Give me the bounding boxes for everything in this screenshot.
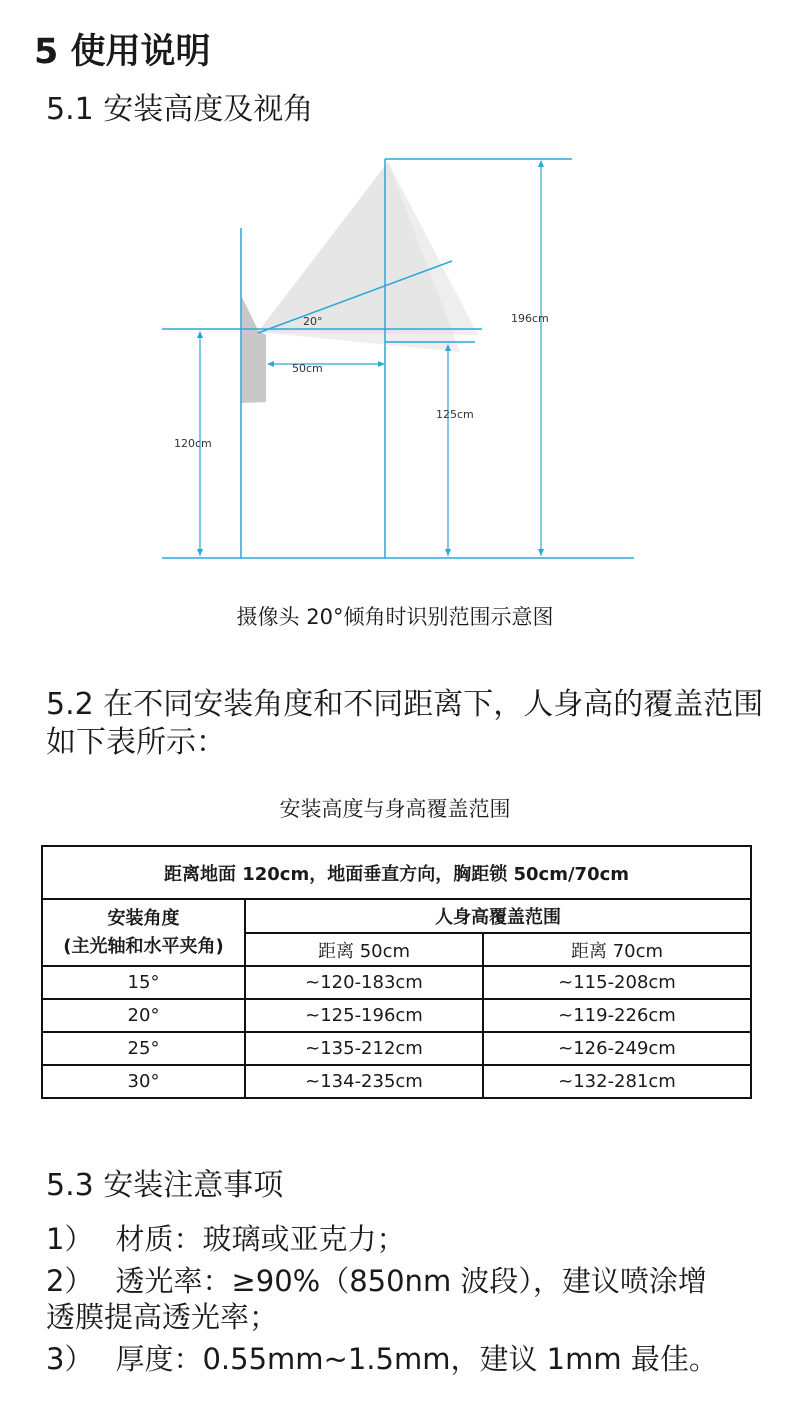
angle-cell: 20°: [42, 999, 245, 1032]
table-row: [42, 999, 751, 1032]
camera-device: [241, 295, 266, 403]
note-number: 3）: [46, 1342, 94, 1376]
angle-header-line1: 安装角度: [107, 907, 180, 929]
note-text: 透光率：≥90%（850nm 波段），建议喷涂增: [115, 1264, 707, 1298]
range-50-cell: ~135-212cm: [245, 1032, 483, 1065]
range-50-cell: ~120-183cm: [245, 966, 483, 999]
angle-cell: 25°: [42, 1032, 245, 1065]
table-caption: 安装高度与身高覆盖范围: [279, 797, 511, 821]
note-item-1: [46, 1220, 405, 1258]
range-70-cell: ~132-281cm: [483, 1065, 751, 1098]
section-heading-5-1: 5.1 安装高度及视角: [46, 92, 314, 127]
angle-header-line2: (主光轴和水平夹角): [63, 935, 224, 957]
table-row: [42, 1065, 751, 1098]
note-number: 1）: [46, 1222, 94, 1256]
coverage-table: [41, 845, 752, 1099]
range-70-cell: ~119-226cm: [483, 999, 751, 1032]
angle-header: [42, 899, 245, 966]
range-50-cell: ~134-235cm: [245, 1065, 483, 1098]
note-item-2: [46, 1262, 707, 1300]
note-text: 厚度：0.55mm~1.5mm，建议 1mm 最佳。: [115, 1342, 718, 1376]
low-height-label: 125cm: [436, 408, 474, 421]
note-text: 材质：玻璃或亚克力；: [115, 1222, 406, 1256]
table-header-top: 距离地面 120cm，地面垂直方向，胸距锁 50cm/70cm: [42, 846, 751, 899]
dist-50-header: 距离 50cm: [245, 933, 483, 966]
page-title: 5 使用说明: [34, 32, 211, 72]
distance-label: 50cm: [292, 362, 323, 375]
angle-label: 20°: [303, 315, 323, 328]
installation-diagram: [0, 140, 790, 580]
table-row: [42, 1032, 751, 1065]
range-70-cell: ~115-208cm: [483, 966, 751, 999]
table-row: [42, 966, 751, 999]
angle-cell: 15°: [42, 966, 245, 999]
mount-height-label: 120cm: [174, 437, 212, 450]
diagram-caption: 摄像头 20°倾角时识别范围示意图: [236, 605, 554, 629]
section-heading-5-3: 5.3 安装注意事项: [46, 1168, 284, 1203]
note-item-3: [46, 1340, 718, 1378]
high-height-label: 196cm: [511, 312, 549, 325]
section-heading-5-2: 5.2 在不同安装角度和不同距离下，人身高的覆盖范围如下表所示：: [46, 687, 764, 760]
dist-70-header: 距离 70cm: [483, 933, 751, 966]
range-50-cell: ~125-196cm: [245, 999, 483, 1032]
note-number: 2）: [46, 1264, 94, 1298]
range-70-cell: ~126-249cm: [483, 1032, 751, 1065]
note-item-2-continuation: 透膜提高透光率；: [46, 1300, 279, 1334]
angle-cell: 30°: [42, 1065, 245, 1098]
coverage-header: 人身高覆盖范围: [245, 899, 751, 933]
